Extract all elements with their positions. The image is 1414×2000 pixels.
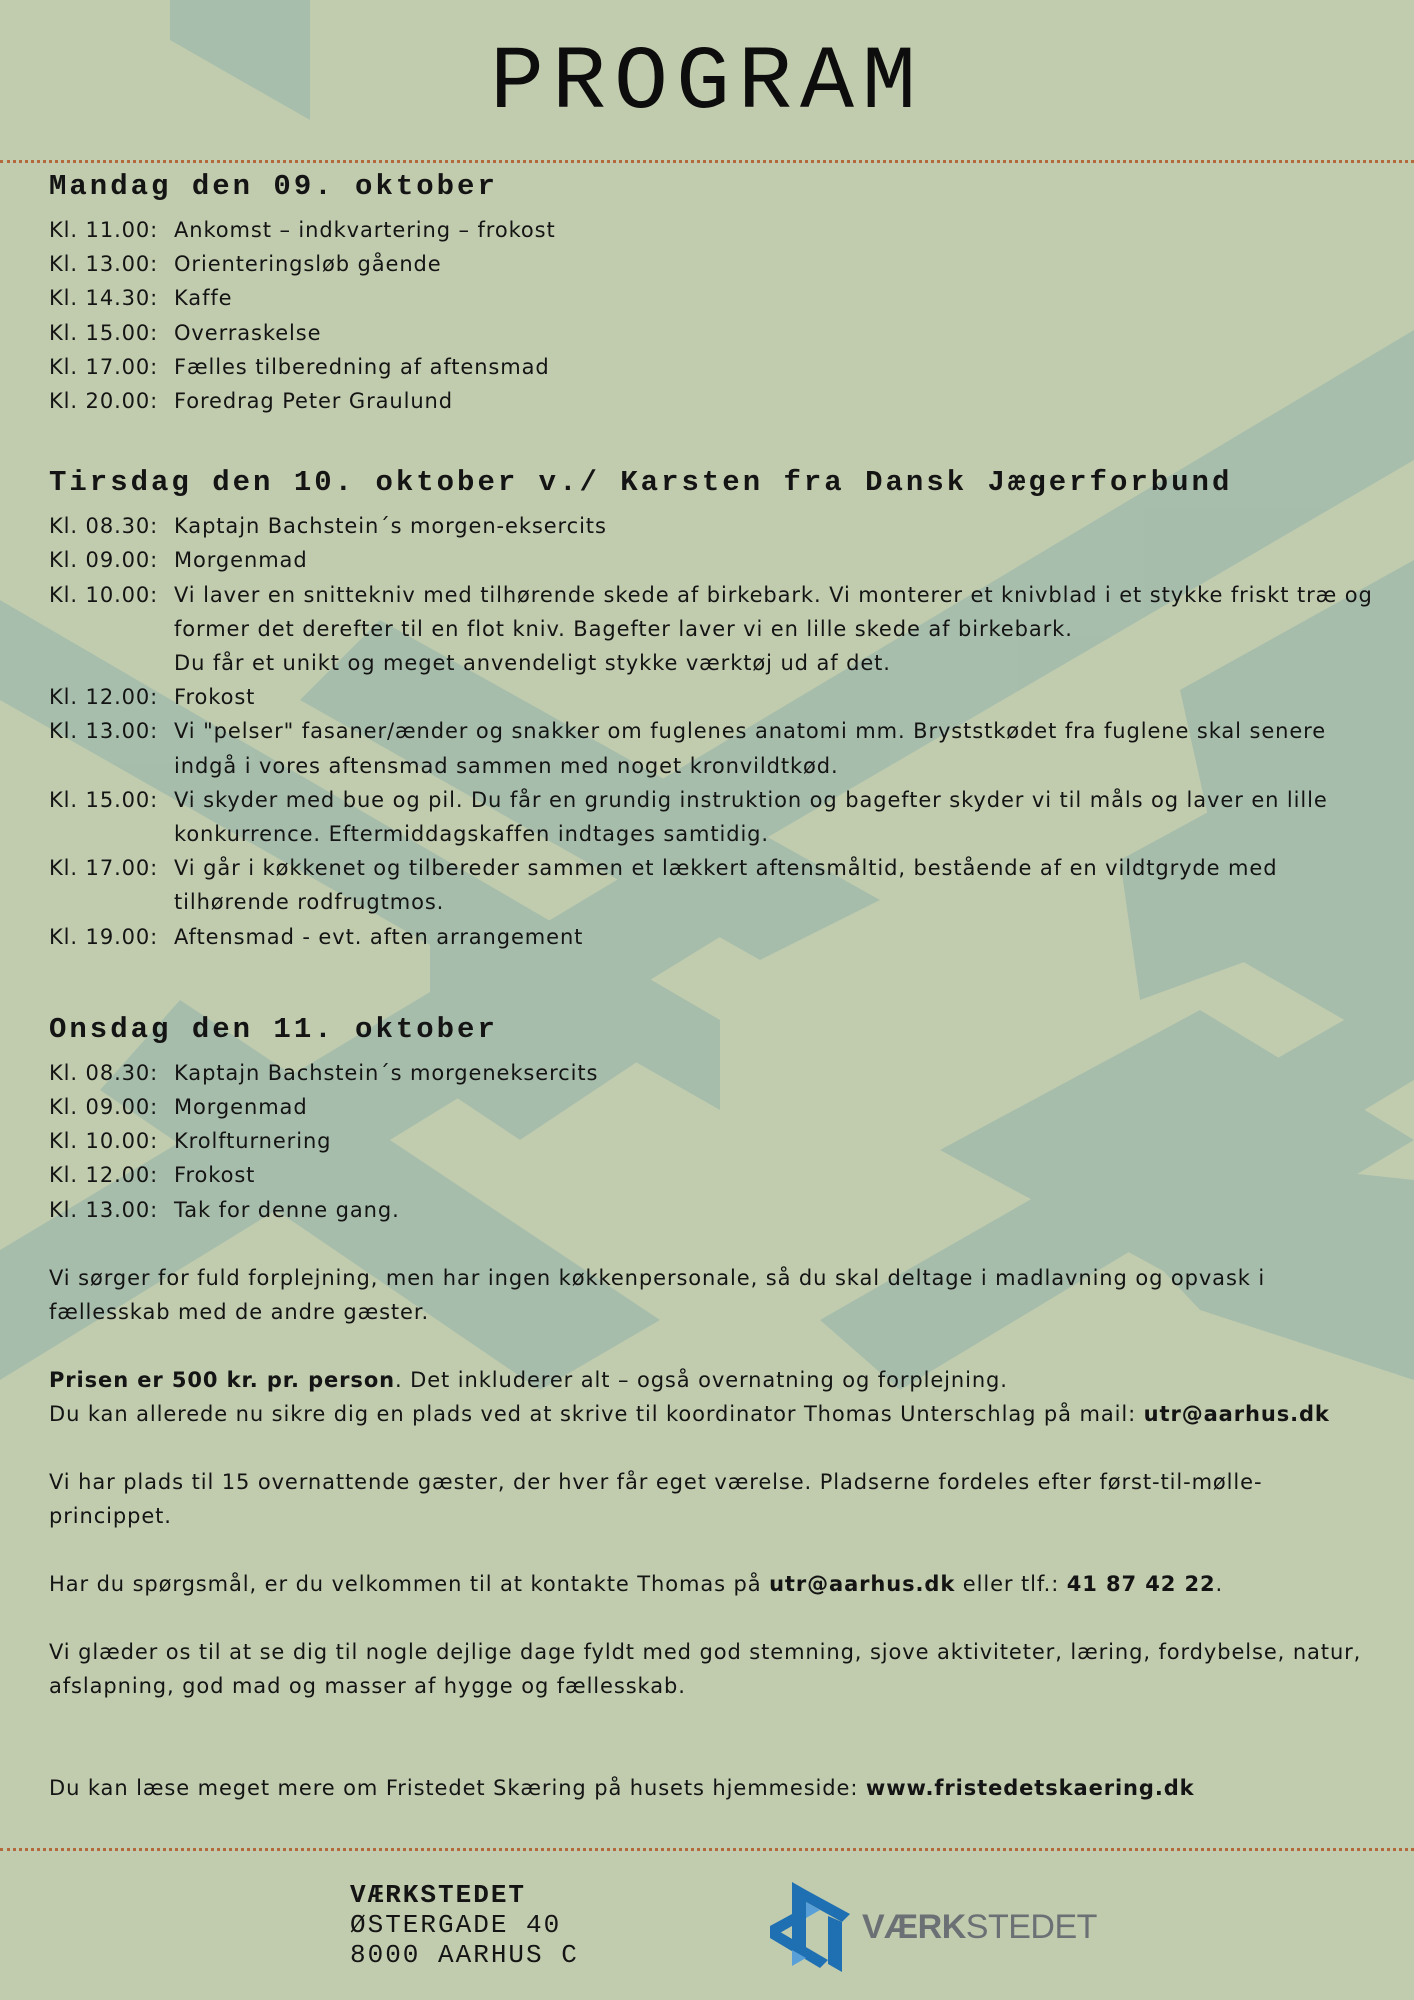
schedule-row xyxy=(49,851,1379,919)
schedule-row xyxy=(49,350,1379,384)
activity: Kaptajn Bachstein´s morgen-eksercits xyxy=(174,514,607,539)
activity: Overraskelse xyxy=(174,320,322,345)
schedule-row xyxy=(49,316,1379,350)
time-label: Kl. 10.00: xyxy=(49,1129,159,1154)
activity: Morgenmad xyxy=(174,548,308,573)
schedule-tuesday xyxy=(49,509,1379,954)
schedule-row xyxy=(49,509,1379,543)
phone-number[interactable]: 41 87 42 22 xyxy=(1066,1571,1216,1596)
activity-multiline xyxy=(174,578,1379,681)
time-label: Kl. 17.00: xyxy=(49,856,159,881)
closing-paragraph: Vi glæder os til at se dig til nogle dejlige dage fyldt med god stemning, sjove aktiviteter, læring, fordybelse, natur, afslapning, god mad og masser af hygge og fællesskab. xyxy=(49,1639,1362,1698)
schedule-wednesday xyxy=(49,1056,1379,1227)
capacity-paragraph: Vi har plads til 15 overnattende gæster, der hver får eget værelse. Pladserne fordeles efter først-til-mølle-princippet. xyxy=(49,1469,1263,1528)
questions-phone-label: eller tlf.: xyxy=(955,1571,1067,1596)
time-label: Kl. 17.00: xyxy=(49,354,159,379)
schedule-row xyxy=(49,1158,1379,1192)
activity: Kaffe xyxy=(174,286,233,311)
questions-paragraph xyxy=(49,1567,1379,1601)
schedule-row xyxy=(49,247,1379,281)
activity: Fælles tilberedning af aftensmad xyxy=(174,354,550,379)
questions-end: . xyxy=(1215,1571,1224,1596)
signup-text: Du kan allerede nu sikre dig en plads ved at skrive til koordinator Thomas Unterschlag på mail: xyxy=(49,1401,1144,1426)
activity: Frokost xyxy=(174,685,256,710)
schedule-row xyxy=(49,1193,1379,1227)
address-city: 8000 AARHUS C xyxy=(350,1940,579,1970)
activity: Vi skyder med bue og pil. Du får en grundig instruktion og bagefter skyder vi til måls og laver en lille konkurrence. Eftermiddagskaffen indtages samtidig. xyxy=(174,787,1328,847)
address-name: VÆRKSTEDET xyxy=(350,1880,527,1910)
activity: Kaptajn Bachstein´s morgeneksercits xyxy=(174,1060,599,1085)
schedule-row xyxy=(49,1090,1379,1124)
logo-wordmark-light: STEDET xyxy=(965,1907,1097,1946)
program-content xyxy=(49,163,1379,1805)
price-paragraph xyxy=(49,1363,1379,1431)
time-label: Kl. 12.00: xyxy=(49,685,159,710)
time-label: Kl. 20.00: xyxy=(49,389,159,414)
schedule-row xyxy=(49,578,1379,681)
time-label: Kl. 08.30: xyxy=(49,1060,159,1085)
activity: Foredrag Peter Graulund xyxy=(174,389,453,414)
schedule-row xyxy=(49,783,1379,851)
time-label: Kl. 14.30: xyxy=(49,286,159,311)
schedule-row xyxy=(49,1056,1379,1090)
day-heading-tuesday: Tirsdag den 10. oktober v./ Karsten fra Dansk Jægerforbund xyxy=(49,466,1233,500)
activity: Morgenmad xyxy=(174,1095,308,1120)
time-label: Kl. 13.00: xyxy=(49,252,159,277)
price-highlight: Prisen er 500 kr. pr. person xyxy=(49,1367,396,1392)
schedule-row xyxy=(49,384,1379,418)
time-label: Kl. 13.00: xyxy=(49,1197,159,1222)
time-label: Kl. 09.00: xyxy=(49,1095,159,1120)
schedule-row xyxy=(49,281,1379,315)
time-label: Kl. 19.00: xyxy=(49,924,159,949)
address-street: ØSTERGADE 40 xyxy=(350,1910,562,1940)
time-label: Kl. 08.30: xyxy=(49,514,159,539)
activity-text-continued: Du får et unikt og meget anvendeligt stykke værktøj ud af det. xyxy=(174,651,891,676)
activity: Orienteringsløb gående xyxy=(174,252,442,277)
time-label: Kl. 11.00: xyxy=(49,218,159,242)
price-details: . Det inkluderer alt – også overnatning og forplejning. xyxy=(395,1367,1008,1392)
time-label: Kl. 13.00: xyxy=(49,719,159,744)
questions-text: Har du spørgsmål, er du velkommen til at kontakte Thomas på xyxy=(49,1571,770,1596)
logo-mark-icon xyxy=(766,1880,850,1974)
time-label: Kl. 15.00: xyxy=(49,320,159,345)
vaerkstedet-logo xyxy=(766,1880,1097,1974)
activity: Frokost xyxy=(174,1163,256,1188)
activity: Aftensmad - evt. aften arrangement xyxy=(174,924,584,949)
footer-address xyxy=(350,1880,579,1970)
logo-wordmark-strong: VÆRK xyxy=(862,1907,966,1946)
website-text: Du kan læse meget mere om Fristedet Skæring på husets hjemmeside: xyxy=(49,1775,866,1800)
time-label: Kl. 12.00: xyxy=(49,1163,159,1188)
contact-email-link[interactable]: utr@aarhus.dk xyxy=(769,1571,956,1596)
time-label: Kl. 10.00: xyxy=(49,582,159,607)
time-label: Kl. 15.00: xyxy=(49,787,159,812)
schedule-row xyxy=(49,680,1379,714)
schedule-row xyxy=(49,920,1379,954)
page-title: PROGRAM xyxy=(489,33,925,135)
schedule-row xyxy=(49,1124,1379,1158)
activity: Vi går i køkkenet og tilbereder sammen et lækkert aftensmåltid, bestående af en vildtgryde med tilhørende rodfrugtmos. xyxy=(174,856,1278,915)
day-heading-wednesday: Onsdag den 11. oktober xyxy=(49,1012,498,1046)
email-link[interactable]: utr@aarhus.dk xyxy=(1143,1401,1330,1426)
schedule-row xyxy=(49,714,1379,782)
activity: Ankomst – indkvartering – frokost xyxy=(174,218,556,242)
bottom-divider xyxy=(0,1848,1414,1851)
activity: Krolfturnering xyxy=(174,1129,332,1154)
activity-text: Vi laver en snittekniv med tilhørende skede af birkebark. Vi monterer et knivblad i et stykke friskt træ og former det derefter til en flot kniv. Bagefter laver vi en lille skede af birkebark. xyxy=(174,582,1373,641)
website-paragraph xyxy=(49,1771,1379,1805)
schedule-row xyxy=(49,213,1379,247)
catering-paragraph: Vi sørger for fuld forplejning, men har ingen køkkenpersonale, så du skal deltage i madlavning og opvask i fællesskab med de andre gæster. xyxy=(49,1265,1266,1324)
website-link[interactable]: www.fristedetskaering.dk xyxy=(865,1775,1195,1800)
schedule-row xyxy=(49,543,1379,577)
day-heading-monday: Mandag den 09. oktober xyxy=(49,170,498,203)
time-label: Kl. 09.00: xyxy=(49,548,159,573)
logo-wordmark xyxy=(862,1908,1097,1947)
schedule-monday xyxy=(49,213,1379,418)
activity: Vi "pelser" fasaner/ænder og snakker om fuglenes anatomi mm. Bryststkødet fra fuglene skal senere indgå i vores aftensmad sammen med noget kronvildtkød. xyxy=(174,719,1327,778)
activity: Tak for denne gang. xyxy=(174,1197,400,1222)
